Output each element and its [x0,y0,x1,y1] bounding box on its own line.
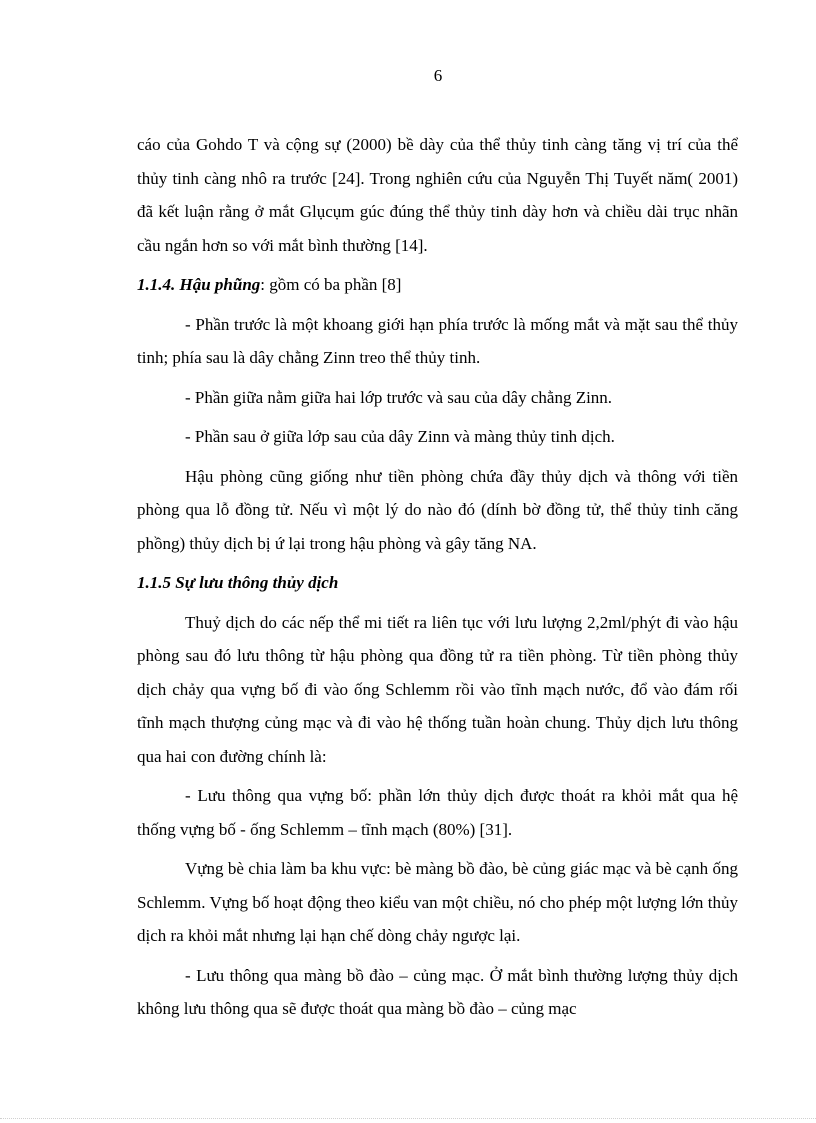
section-heading-1-1-5 [137,566,738,600]
section-heading-1-1-4 [137,268,738,302]
paragraph-mang-bo-dao: - Lưu thông qua màng bồ đào – củng mạc. Ở mắt bình thường lượng thủy dịch không lưu thông qua sẽ được thoát qua màng bồ đào – củng mạc [137,965,738,1018]
paragraph-gohdo-study: cáo của Gohdo T và cộng sự (2000) bề dày của thể thủy tinh càng tăng vị trí của thể thủy tinh càng nhô ra trước [24]. Trong nghiên cứu của Nguyễn Thị Tuyết năm( 2001) đã kết luận rằng ở mắt Glụcụm gúc đúng thể thủy tinh dày hơn và chiều dài trục nhãn cầu ngắn hơn so với mắt bình thường [14]. [137,135,738,255]
paragraph-phan-truoc: - Phần trước là một khoang giới hạn phía trước là mống mắt và mặt sau thể thủy tinh; phía sau là dây chằng Zinn treo thể thủy tinh. [137,314,738,367]
section-title-luu-thong: 1.1.5 Sự lưu thông thủy dịch [137,573,339,592]
paragraph-vung-be: Vựng bè chia làm ba khu vực: bè màng bồ đào, bè củng giác mạc và bè cạnh ống Schlemm. Vựng bố hoạt động theo kiểu van một chiều, nó cho phép một lượng lớn thủy dịch ra khỏi mắt nhưng lại hạn chế dòng chảy ngược lại. [137,859,738,945]
paragraph-luu-thong-vung-bo: - Lưu thông qua vựng bố: phần lớn thủy dịch được thoát ra khỏi mắt qua hệ thống vựng bố - ống Schlemm – tĩnh mạch (80%) [31]. [137,786,738,839]
section-title-hau-phong: 1.1.4. Hậu phũng [137,275,261,294]
page-bottom-border [0,1118,816,1119]
paragraph-phan-giua: - Phần giữa nằm giữa hai lớp trước và sau của dây chằng Zinn. [185,387,613,407]
paragraph-hau-phong: Hậu phòng cũng giống như tiền phòng chứa đầy thủy dịch và thông với tiền phòng qua lỗ đồng tử. Nếu vì một lý do nào đó (dính bờ đồng tử, thể thủy tinh căng phồng) thủy dịch bị ứ lại trong hậu phòng và gây tăng NA. [137,466,738,553]
paragraph-thuy-dich: Thuỷ dịch do các nếp thể mi tiết ra liên tục với lưu lượng 2,2ml/phýt đi vào hậu phòng sau đó lưu thông từ hậu phòng qua đồng tử ra tiền phòng. Từ tiền phòng thủy dịch chảy qua vựng bố đi vào ống Schlemm rồi vào tĩnh mạch nước, đổ vào đám rối tĩnh mạch thượng củng mạc và đi vào hệ thống tuần hoàn chung. Thủy dịch lưu thông qua hai con đường chính là: [137,612,738,766]
page-number: 6 [433,66,443,85]
section-title-rest: : gồm có ba phần [8] [260,275,402,294]
paragraph-phan-sau: - Phần sau ở giữa lớp sau của dây Zinn và màng thủy tinh dịch. [185,427,615,446]
page-content [137,128,738,1026]
